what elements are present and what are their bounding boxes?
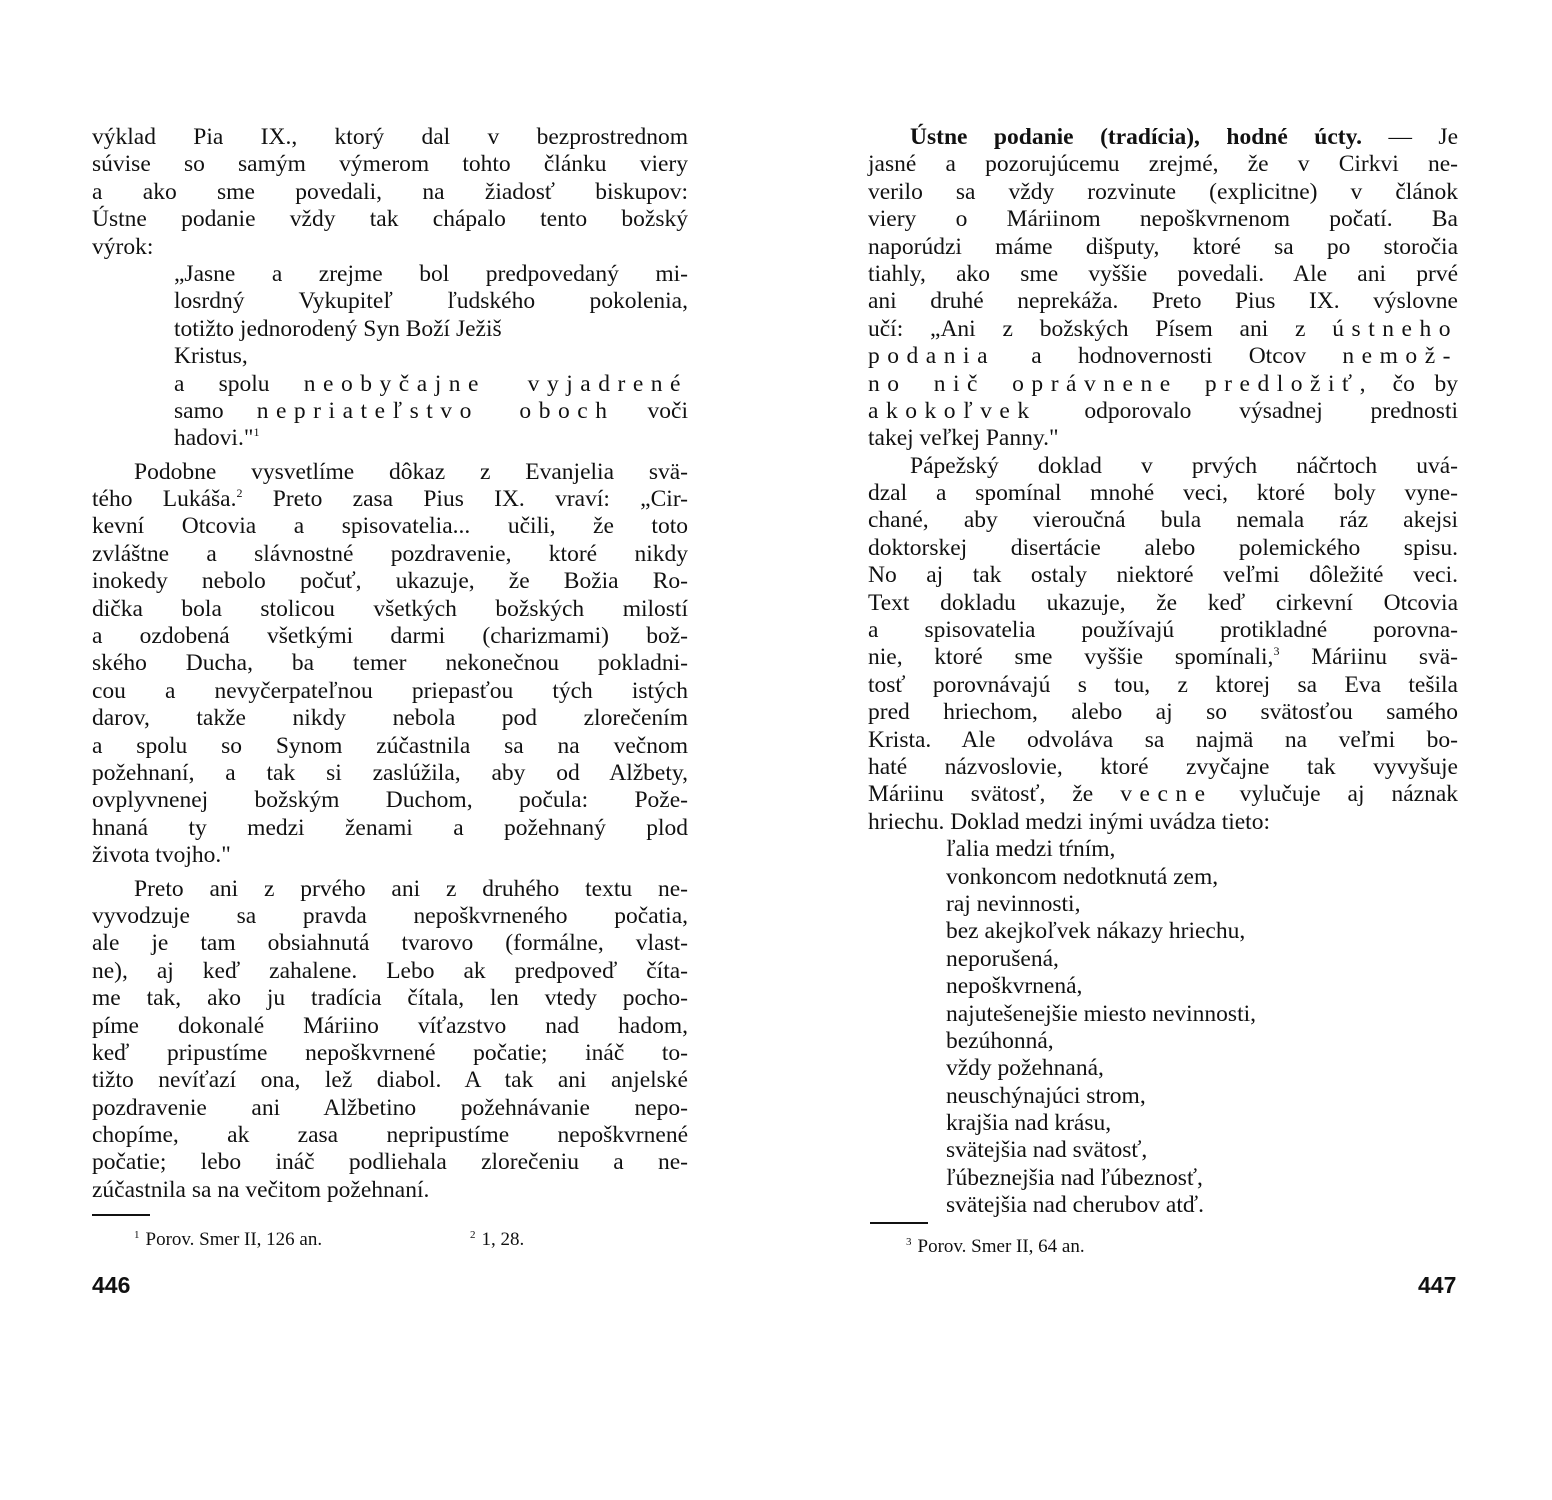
footnote-divider <box>92 1214 150 1216</box>
text-line: takej veľkej Panny." <box>868 425 1059 452</box>
text-line: výrok: <box>92 233 154 260</box>
text-line: Ústne podanie vždy tak chápalo tento božský <box>92 206 688 233</box>
text-line: zvláštne a slávnostné pozdravenie, ktoré nikdy <box>92 540 688 567</box>
text-line: tižto nevíťazí ona, lež diabol. A tak ani anjelské <box>92 1067 688 1094</box>
text-line <box>92 486 688 513</box>
text-segment: a hodnovernosti Otcov <box>1031 343 1307 370</box>
text-line: ale je tam obsiahnutá tvarovo (formálne, vlast- <box>92 930 688 957</box>
text-line: tiahly, ako sme vyššie povedali. Ale ani prvé <box>868 260 1458 287</box>
text-line: ne), aj keď zahalene. Lebo ak predpoveď číta- <box>92 957 688 984</box>
footnote-ref: 2 <box>236 486 243 501</box>
litany-item: ľúbeznejšia nad ľúbeznosť, <box>946 1164 1203 1191</box>
footnote-mark: 3 <box>906 1235 912 1248</box>
litany-item: bez akejkoľvek nákazy hriechu, <box>946 918 1246 945</box>
spaced-emphasis: ústneho <box>1332 315 1459 342</box>
text-line: ani druhé neprekáža. Preto Pius IX. výslovne <box>868 288 1458 315</box>
text-line: ovplyvnenej božským Duchom, počula: Pože- <box>92 787 688 814</box>
text-line: Pápežský doklad v prvých náčrtoch uvá- <box>910 452 1458 479</box>
text-line: pred hriechom, alebo aj so svätosťou samého <box>868 699 1458 726</box>
text-line: a spolu so Synom zúčastnila sa na večnom <box>92 732 688 759</box>
page-number: 446 <box>92 1272 131 1298</box>
text-line: doktorskej disertácie alebo polemického spisu. <box>868 534 1458 561</box>
text-line: dzal a spomínal mnohé veci, ktoré boly vyne- <box>868 480 1458 507</box>
litany-item: najutešenejšie miesto nevinnosti, <box>946 1000 1257 1027</box>
quote-line: „Jasne a zrejme bol predpovedaný mi- <box>174 260 688 287</box>
footnote <box>134 1229 322 1251</box>
quote-text: a spolu <box>174 370 270 397</box>
spaced-emphasis: vecne <box>1120 781 1213 808</box>
text-line: No aj tak ostaly niektoré veľmi dôležité veci. <box>868 562 1458 589</box>
right-text-column <box>868 124 1458 1220</box>
text-line: a spisovatelia používajú protikladné porovna- <box>868 617 1458 644</box>
footnote-mark: 2 <box>470 1228 476 1241</box>
text-line <box>868 398 1458 425</box>
footnote-text: Porov. Smer II, 126 an. <box>145 1229 323 1250</box>
text-line: haté názvoslovie, ktoré zvyčajne tak vyvyšuje <box>868 753 1458 780</box>
spaced-emphasis: podania <box>868 343 996 370</box>
litany-item: svätejšia nad svätosť, <box>946 1137 1148 1164</box>
quote-text: hadovi." <box>174 425 254 452</box>
litany-list <box>868 836 1458 1219</box>
litany-item: raj nevinnosti, <box>946 890 1081 917</box>
litany-item: nepoškvrnená, <box>946 973 1083 1000</box>
text-line: jasné a pozorujúcemu zrejmé, že v Cirkvi ne- <box>868 151 1458 178</box>
litany-item: bezúhonná, <box>946 1027 1054 1054</box>
left-text-column <box>92 124 688 1204</box>
footnote <box>470 1229 524 1251</box>
text-line: dička bola stolicou všetkých božských milostí <box>92 595 688 622</box>
text-segment: tého Lukáša. <box>92 486 237 513</box>
text-line: života tvojho." <box>92 842 231 869</box>
text-line <box>868 124 1458 151</box>
right-page <box>776 0 1552 1500</box>
text-line: píme dokonalé Máriino víťazstvo nad hadom, <box>92 1012 688 1039</box>
text-segment: vylučuje aj náznak <box>1212 781 1459 808</box>
text-line: zúčastnila sa na večitom požehnaní. <box>92 1176 430 1203</box>
litany-item: neuschýnajúci strom, <box>946 1082 1146 1109</box>
text-line: pozdravenie ani Alžbetino požehnávanie nepo- <box>92 1094 688 1121</box>
section-heading: Ústne podanie (tradícia), hodné úcty. <box>910 124 1362 150</box>
quote-line: losrdný Vykupiteľ ľudského pokolenia, <box>174 288 688 315</box>
litany-item: ľalia medzi tŕním, <box>946 836 1116 863</box>
text-line: verilo sa vždy rozvinute (explicitne) v článok <box>868 178 1458 205</box>
text-segment: čo by <box>1392 370 1458 397</box>
text-line: naporúdzi máme dišputy, ktoré sa po storočia <box>868 233 1458 260</box>
footnote-ref: 1 <box>253 425 260 440</box>
quote-text: samo <box>174 397 224 424</box>
text-line: Krista. Ale odvoláva sa najmä na veľmi bo- <box>868 726 1458 753</box>
text-line: výklad Pia IX., ktorý dal v bezprostrednom <box>92 124 688 150</box>
quote-line <box>174 371 688 398</box>
footnote-text: Porov. Smer II, 64 an. <box>917 1236 1085 1257</box>
text-line: keď pripustíme nepoškvrnené počatie; ináč to- <box>92 1039 688 1066</box>
footnote-ref: 3 <box>1273 644 1280 659</box>
text-segment: Máriinu svätosť, že <box>868 781 1094 808</box>
text-line: Text dokladu ukazuje, že keď cirkevní Otcovia <box>868 589 1458 616</box>
spaced-emphasis: nepriateľstvo oboch <box>256 397 615 424</box>
text-line: chané, aby vieroučná bula nemala ráz akejsi <box>868 507 1458 534</box>
litany-item: neporušená, <box>946 945 1059 972</box>
text-line: súvise so samým výmerom tohto článku viery <box>92 151 688 178</box>
text-segment: Preto zasa Pius IX. vraví: „Cir- <box>242 486 688 513</box>
spaced-emphasis: nemož- <box>1342 343 1458 370</box>
footnote <box>906 1236 1085 1258</box>
footnote-mark: 1 <box>134 1228 140 1241</box>
text-line: darov, takže nikdy nebola pod zlorečením <box>92 705 688 732</box>
text-line <box>868 371 1458 398</box>
spaced-emphasis: neobyčajne vyjadrené <box>303 370 689 397</box>
spaced-emphasis: akokoľvek <box>868 397 1037 424</box>
footnote-text: 1, 28. <box>481 1229 525 1250</box>
text-line: počatie; lebo ináč podliehala zlorečeniu a ne- <box>92 1149 688 1176</box>
text-line: hriechu. Doklad medzi inými uvádza tieto: <box>868 808 1270 835</box>
text-segment: nie, ktoré sme vyššie spomínali, <box>868 644 1274 671</box>
text-line: požehnaní, a tak si zaslúžila, aby od Alžbety, <box>92 759 688 786</box>
quote-line <box>174 398 688 425</box>
quote-text: voči <box>647 397 689 424</box>
quote-line: Kristus, <box>174 343 248 370</box>
text-line: hnaná ty medzi ženami a požehnaný plod <box>92 814 688 841</box>
text-line: me tak, ako ju tradícia čítala, len vtedy pocho- <box>92 985 688 1012</box>
text-line <box>868 316 1458 343</box>
quote-line: totižto jednorodený Syn Boží Ježiš <box>174 315 502 342</box>
text-line <box>868 644 1458 671</box>
text-segment: odporovalo výsadnej prednosti <box>1084 397 1459 424</box>
quote-line <box>174 425 688 452</box>
text-line: tosť porovnávajú s tou, z ktorej sa Eva tešila <box>868 671 1458 698</box>
text-line: a ozdobená všetkými darmi (charizmami) bož- <box>92 623 688 650</box>
text-line: kevní Otcovia a spisovatelia... učili, že toto <box>92 513 688 540</box>
litany-item: vonkoncom nedotknutá zem, <box>946 863 1219 890</box>
spaced-emphasis: no nič oprávnene predložiť, <box>868 370 1373 397</box>
text-line <box>868 781 1458 808</box>
text-line: Preto ani z prvého ani z druhého textu ne- <box>134 875 688 902</box>
bible-quote <box>92 261 688 453</box>
text-line: a ako sme povedali, na žiadosť biskupov: <box>92 178 688 205</box>
text-line: Podobne vysvetlíme dôkaz z Evanjelia svä- <box>134 458 688 485</box>
text-line: cou a nevyčerpateľnou priepasťou tých istých <box>92 677 688 704</box>
text-line: ského Ducha, ba temer nekonečnou pokladni- <box>92 650 688 677</box>
litany-item: svätejšia nad cherubov atď. <box>946 1192 1204 1219</box>
text-line: viery o Máriinom nepoškvrnenom počatí. Ba <box>868 206 1458 233</box>
text-segment: Máriinu svä- <box>1279 644 1458 671</box>
page-number: 447 <box>1418 1272 1457 1298</box>
text-line <box>868 343 1458 370</box>
text-line: inokedy nebolo počuť, ukazuje, že Božia Ro- <box>92 568 688 595</box>
text-segment: — Je <box>1361 124 1459 150</box>
footnote-divider <box>870 1222 928 1224</box>
text-line: vyvodzuje sa pravda nepoškvrneného počatia, <box>92 902 688 929</box>
litany-item: vždy požehnaná, <box>946 1055 1104 1082</box>
text-segment: učí: „Ani z božských Písem ani z <box>868 315 1306 342</box>
litany-item: krajšia nad krásu, <box>946 1110 1112 1137</box>
text-line: chopíme, ak zasa nepripustíme nepoškvrnené <box>92 1122 688 1149</box>
